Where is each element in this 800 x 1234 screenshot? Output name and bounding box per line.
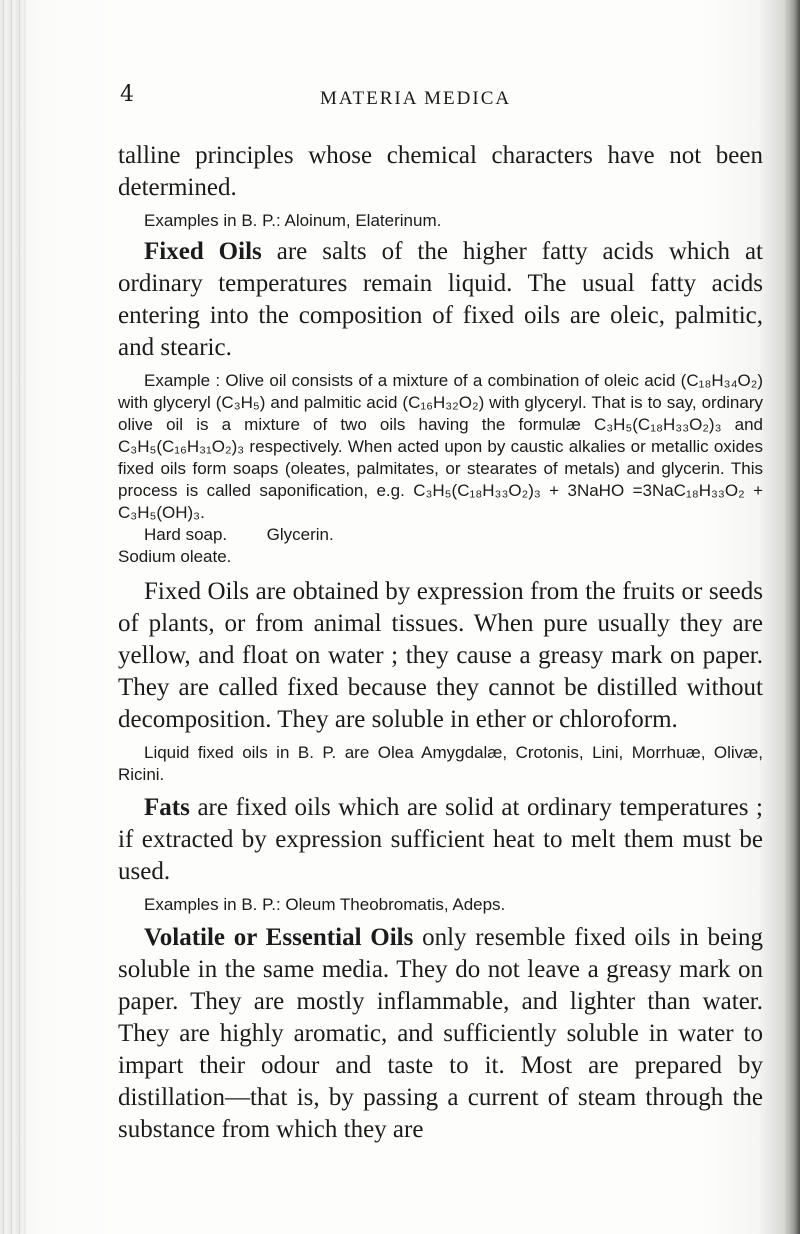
page-content xyxy=(118,0,768,1234)
paragraph-olive-oil-example: Example : Olive oil consists of a mixture of a combination of oleic acid (C₁₈H₃₄O₂) with glyceryl (C₃H₅) and palmitic acid (C₁₆H₃₂O₂) with glyceryl. That is to say, ordinary olive oil is a mixture of two oils having the formulæ C₃H₅(C₁₈H₃₃O₂)₃ and C₃H₅(C₁₆H₃₁O₂)₃ respectively. When acted upon by caustic alkalies or metallic oxides fixed oils form soaps (oleates, palmitates, or stearates of metals) and glycerin. This process is called saponification, e.g. C₃H₅(C₁₈H₃₃O₂)₃ + 3NaHO =3NaC₁₈H₃₃O₂ + C₃H₅(OH)₃. xyxy=(118,371,763,522)
label-glycerin: Glycerin. xyxy=(266,525,334,544)
body-text xyxy=(118,140,763,1146)
paragraph-fixed-oils xyxy=(118,236,763,364)
page-header xyxy=(118,82,758,116)
heading-fats: Fats xyxy=(144,794,190,821)
page-number: 4 xyxy=(120,82,134,107)
fats-text: are fixed oils which are solid at ordinary temperatures ; if extracted by expression sufficient heat to melt them must be used. xyxy=(118,794,763,885)
fats-examples-line: Examples in B. P.: Oleum Theobromatis, Adeps. xyxy=(144,895,506,914)
volatile-oils-text: only resemble fixed oils in being soluble in the same media. They do not leave a greasy mark on paper. They are mostly inflammable, and lighter than water. They are highly aromatic, and sufficiently soluble in water to impart their odour and taste to it. Most are prepared by distillation—that is, by passing a current of steam through the substance from which they are xyxy=(118,924,763,1143)
paragraph-volatile-oils xyxy=(118,922,763,1146)
examples-line: Examples in B. P.: Aloinum, Elaterinum. xyxy=(144,211,442,230)
running-head: MATERIA MEDICA xyxy=(320,88,512,109)
paragraph-fixed-oils-obtained: Fixed Oils are obtained by expression from the fruits or seeds of plants, or from animal tissues. When pure usually they are yellow, and float on water ; they cause a greasy mark on paper. They are called fixed because they cannot be distilled without decomposition. They are soluble in ether or chloroform. xyxy=(118,578,763,733)
paragraph-liquid-fixed-oils: Liquid fixed oils in B. P. are Olea Amygdalæ, Crotonis, Lini, Morrhuæ, Olivæ, Ricini. xyxy=(118,743,763,784)
label-sodium-oleate: Sodium oleate. xyxy=(118,547,232,566)
label-hard-soap: Hard soap. xyxy=(144,525,228,544)
soap-label-line xyxy=(118,524,763,546)
paragraph-fats xyxy=(118,792,763,888)
heading-fixed-oils: Fixed Oils xyxy=(144,238,262,265)
paragraph-continuation: talline principles whose chemical characters have not been determined. xyxy=(118,142,763,201)
heading-volatile-oils: Volatile or Essential Oils xyxy=(144,924,414,951)
page-left-edge xyxy=(0,0,26,1234)
fixed-oils-text: are salts of the higher fatty acids which at ordinary temperatures remain liquid. The usual fatty acids entering into the composition of fixed oils are oleic, palmitic, and stearic. xyxy=(118,238,763,361)
